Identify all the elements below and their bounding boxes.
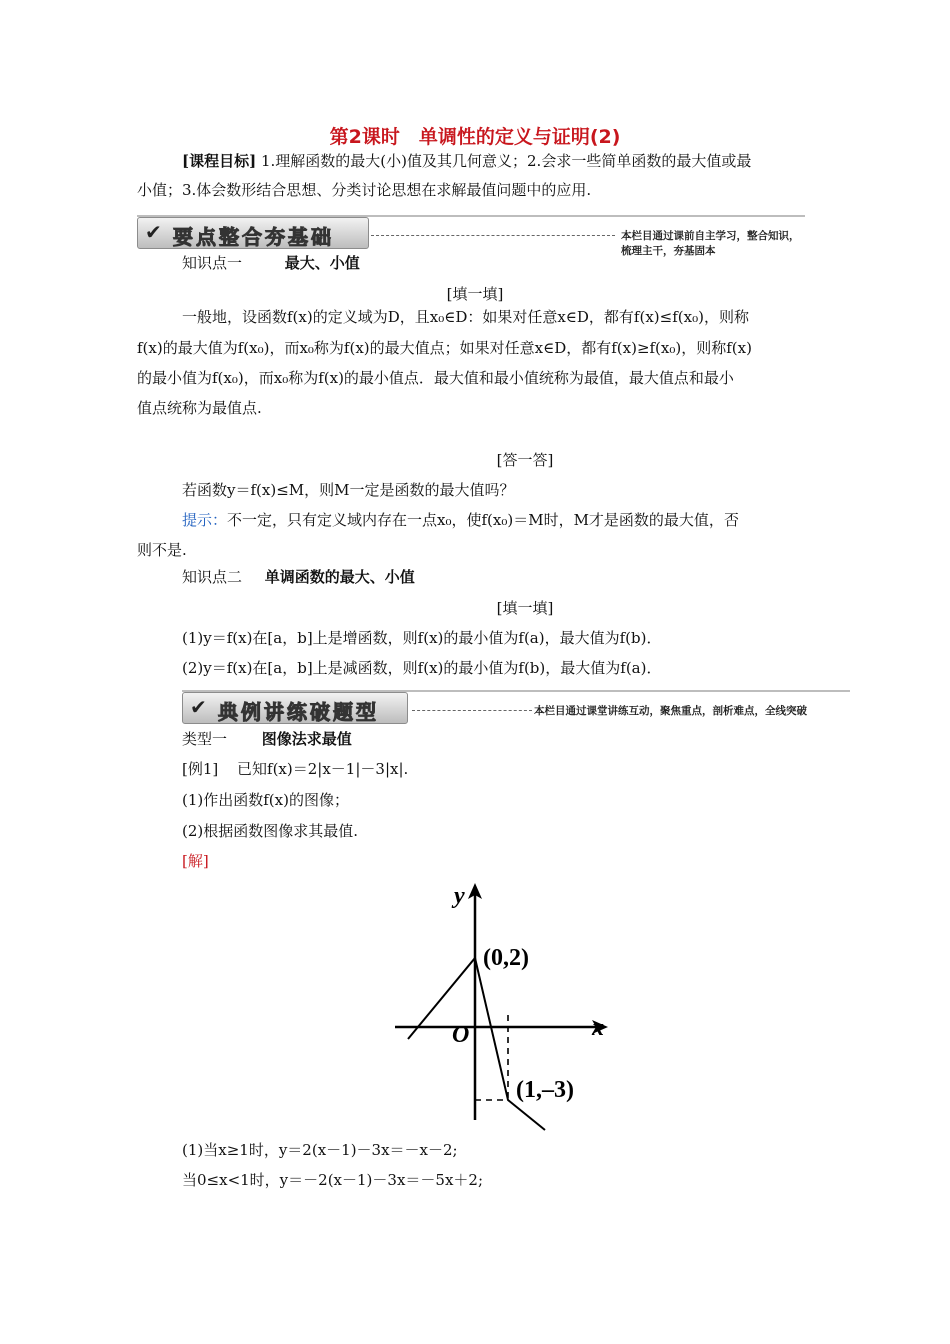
function-curve <box>408 958 545 1130</box>
qa-header: [答一答] <box>496 451 554 469</box>
objectives-line-2: 小值；3.体会数形结合思想、分类讨论思想在求解最值问题中的应用. <box>137 181 592 199</box>
banner-title: 典例讲练破题型 <box>218 700 379 724</box>
y-axis-label: y <box>454 883 465 909</box>
kp1-paragraph-2: f(x)的最大值为f(x₀)，而x₀称为f(x)的最大值点；如果对任意x∈D，都有f(x)≥f(x₀)，则称f(x) <box>137 339 752 357</box>
kp1-paragraph-3: 的最小值为f(x₀)，而x₀称为f(x)的最小值点．最大值和最小值统称为最值，最大值点和最小 <box>137 369 734 387</box>
kp2-title: 单调函数的最大、小值 <box>264 568 415 586</box>
banner-dash <box>371 235 615 236</box>
qa-hint-line-2: 则不是. <box>137 541 187 559</box>
qa-hint-line-1 <box>182 510 739 530</box>
objectives-line-1 <box>182 151 751 171</box>
banner-title: 要点整合夯基础 <box>173 225 334 249</box>
point-label-max: (0,2) <box>483 945 529 971</box>
kp1-fill-header: [填一填] <box>446 285 504 303</box>
hint-text-1: 不一定，只有定义域内存在一点x₀，使f(x₀)＝M时，M才是函数的最大值，否 <box>227 511 739 529</box>
banner-note: 本栏目通过课堂讲练互动，聚焦重点，剖析难点，全线突破 <box>534 705 807 717</box>
qa-question: 若函数y＝f(x)≤M，则M一定是函数的最大值吗？ <box>182 481 515 499</box>
solution-line-1: (1)当x≥1时，y＝2(x－1)－3x＝－x－2; <box>182 1141 458 1159</box>
banner-dash <box>412 710 532 711</box>
type1-heading <box>182 729 352 749</box>
kp1-paragraph-1: 一般地，设函数f(x)的定义域为D，且x₀∈D：如果对任意x∈D，都有f(x)≤f(x₀)，则称 <box>182 308 749 326</box>
example-text: 已知f(x)＝2|x－1|－3|x|. <box>237 760 409 778</box>
kp2-line-2: (2)y＝f(x)在[a，b]上是减函数，则f(x)的最小值为f(b)，最大值为f(a)． <box>182 659 662 677</box>
kp1-label: 知识点一 <box>182 254 243 272</box>
objectives-label: [课程目标] <box>182 152 257 170</box>
page-title: 第2课时 单调性的定义与证明(2) <box>329 126 621 148</box>
solution-label: [解] <box>182 852 209 870</box>
kp1-title: 最大、小值 <box>284 254 360 272</box>
kp2-heading <box>182 567 415 587</box>
type1-label: 类型一 <box>182 730 228 748</box>
kp2-line-1: (1)y＝f(x)在[a，b]上是增函数，则f(x)的最小值为f(a)，最大值为f(b)． <box>182 629 662 647</box>
function-graph <box>380 875 630 1135</box>
origin-label: O <box>452 1022 470 1048</box>
section-banner-2 <box>182 690 850 722</box>
hint-label: 提示： <box>182 511 228 529</box>
check-icon: ✔ <box>190 695 207 719</box>
solution-line-2: 当0≤x<1时，y＝－2(x－1)－3x＝－5x＋2; <box>182 1171 484 1189</box>
x-axis-label: x <box>592 1015 604 1041</box>
example-line <box>182 759 408 779</box>
kp2-fill-header: [填一填] <box>496 599 554 617</box>
example-q1: (1)作出函数f(x)的图像； <box>182 791 349 809</box>
example-label: [例1] <box>182 760 219 778</box>
objectives-text-1: 1.理解函数的最大(小)值及其几何意义；2.会求一些简单函数的最大值或最 <box>260 152 752 170</box>
banner-note: 本栏目通过课前自主学习，整合知识，梳理主干，夯基固本 <box>621 230 800 257</box>
check-icon: ✔ <box>145 220 162 244</box>
kp1-paragraph-4: 值点统称为最值点. <box>137 399 262 417</box>
example-q2: (2)根据函数图像求其最值. <box>182 822 359 840</box>
section-banner-1 <box>137 215 805 257</box>
kp1-heading <box>182 253 360 273</box>
kp2-label: 知识点二 <box>182 568 243 586</box>
type1-title: 图像法求最值 <box>261 730 352 748</box>
point-label-min: (1,–3) <box>516 1077 574 1103</box>
